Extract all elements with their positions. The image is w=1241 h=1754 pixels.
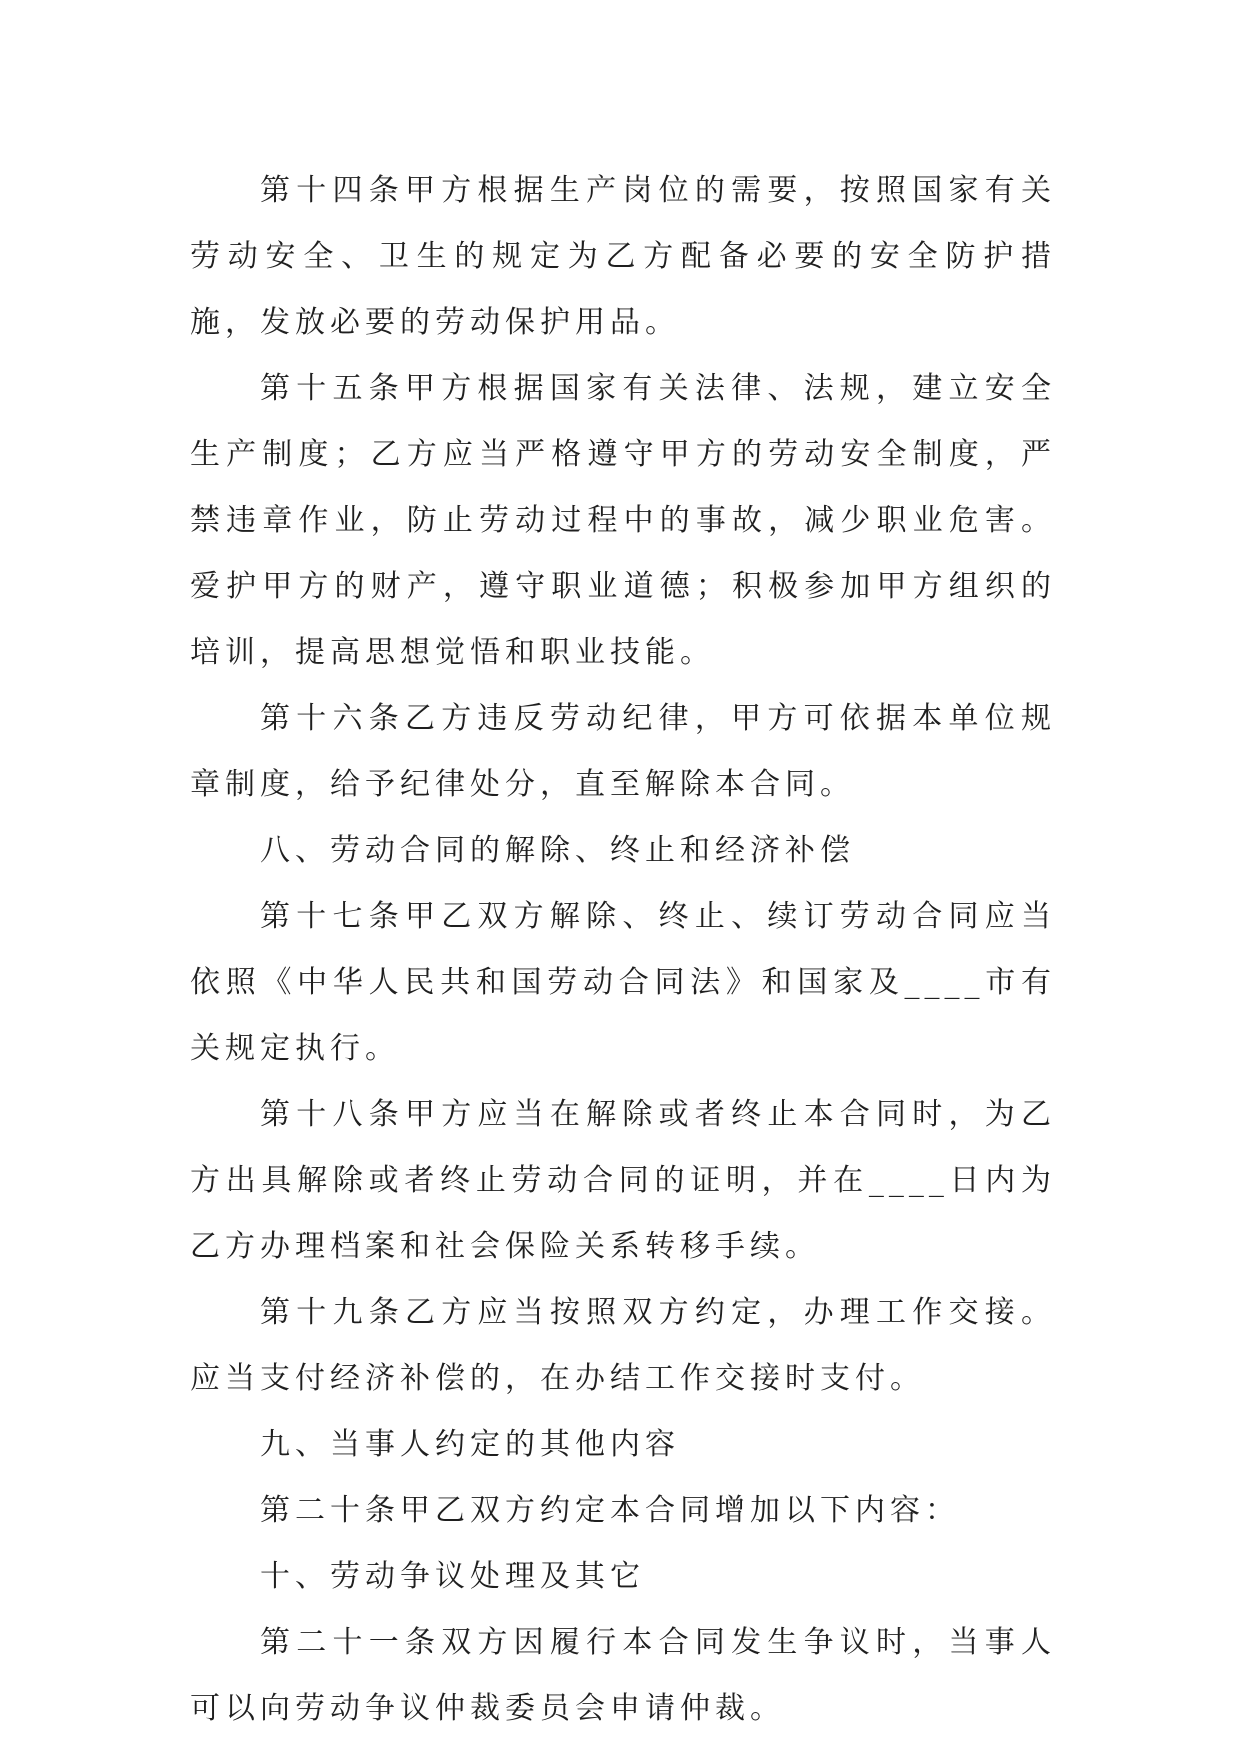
article-17: 第十七条甲乙双方解除、终止、续订劳动合同应当依照《中华人民共和国劳动合同法》和国家及____市有关规定执行。 — [190, 899, 1056, 1066]
article-16: 第十六条乙方违反劳动纪律，甲方可依据本单位规章制度，给予纪律处分，直至解除本合同。 — [190, 701, 1056, 802]
article-14: 第十四条甲方根据生产岗位的需要，按照国家有关劳动安全、卫生的规定为乙方配备必要的安全防护措施，发放必要的劳动保护用品。 — [190, 173, 1056, 340]
section-heading-8: 八、劳动合同的解除、终止和经济补偿 — [260, 833, 855, 868]
article-21: 第二十一条双方因履行本合同发生争议时，当事人可以向劳动争议仲裁委员会申请仲裁。 — [190, 1625, 1056, 1726]
document-body — [190, 158, 1056, 1742]
article-15: 第十五条甲方根据国家有关法律、法规，建立安全生产制度；乙方应当严格遵守甲方的劳动安全制度，严禁违章作业，防止劳动过程中的事故，减少职业危害。爱护甲方的财产，遵守职业道德；积极参加甲方组织的培训，提高思想觉悟和职业技能。 — [190, 371, 1056, 670]
article-18: 第十八条甲方应当在解除或者终止本合同时，为乙方出具解除或者终止劳动合同的证明，并在____日内为乙方办理档案和社会保险关系转移手续。 — [190, 1097, 1056, 1264]
section-heading-9: 九、当事人约定的其他内容 — [260, 1427, 680, 1462]
article-19: 第十九条乙方应当按照双方约定，办理工作交接。应当支付经济补偿的，在办结工作交接时支付。 — [190, 1295, 1056, 1396]
article-20: 第二十条甲乙双方约定本合同增加以下内容： — [260, 1493, 960, 1528]
section-heading-10: 十、劳动争议处理及其它 — [260, 1559, 645, 1594]
